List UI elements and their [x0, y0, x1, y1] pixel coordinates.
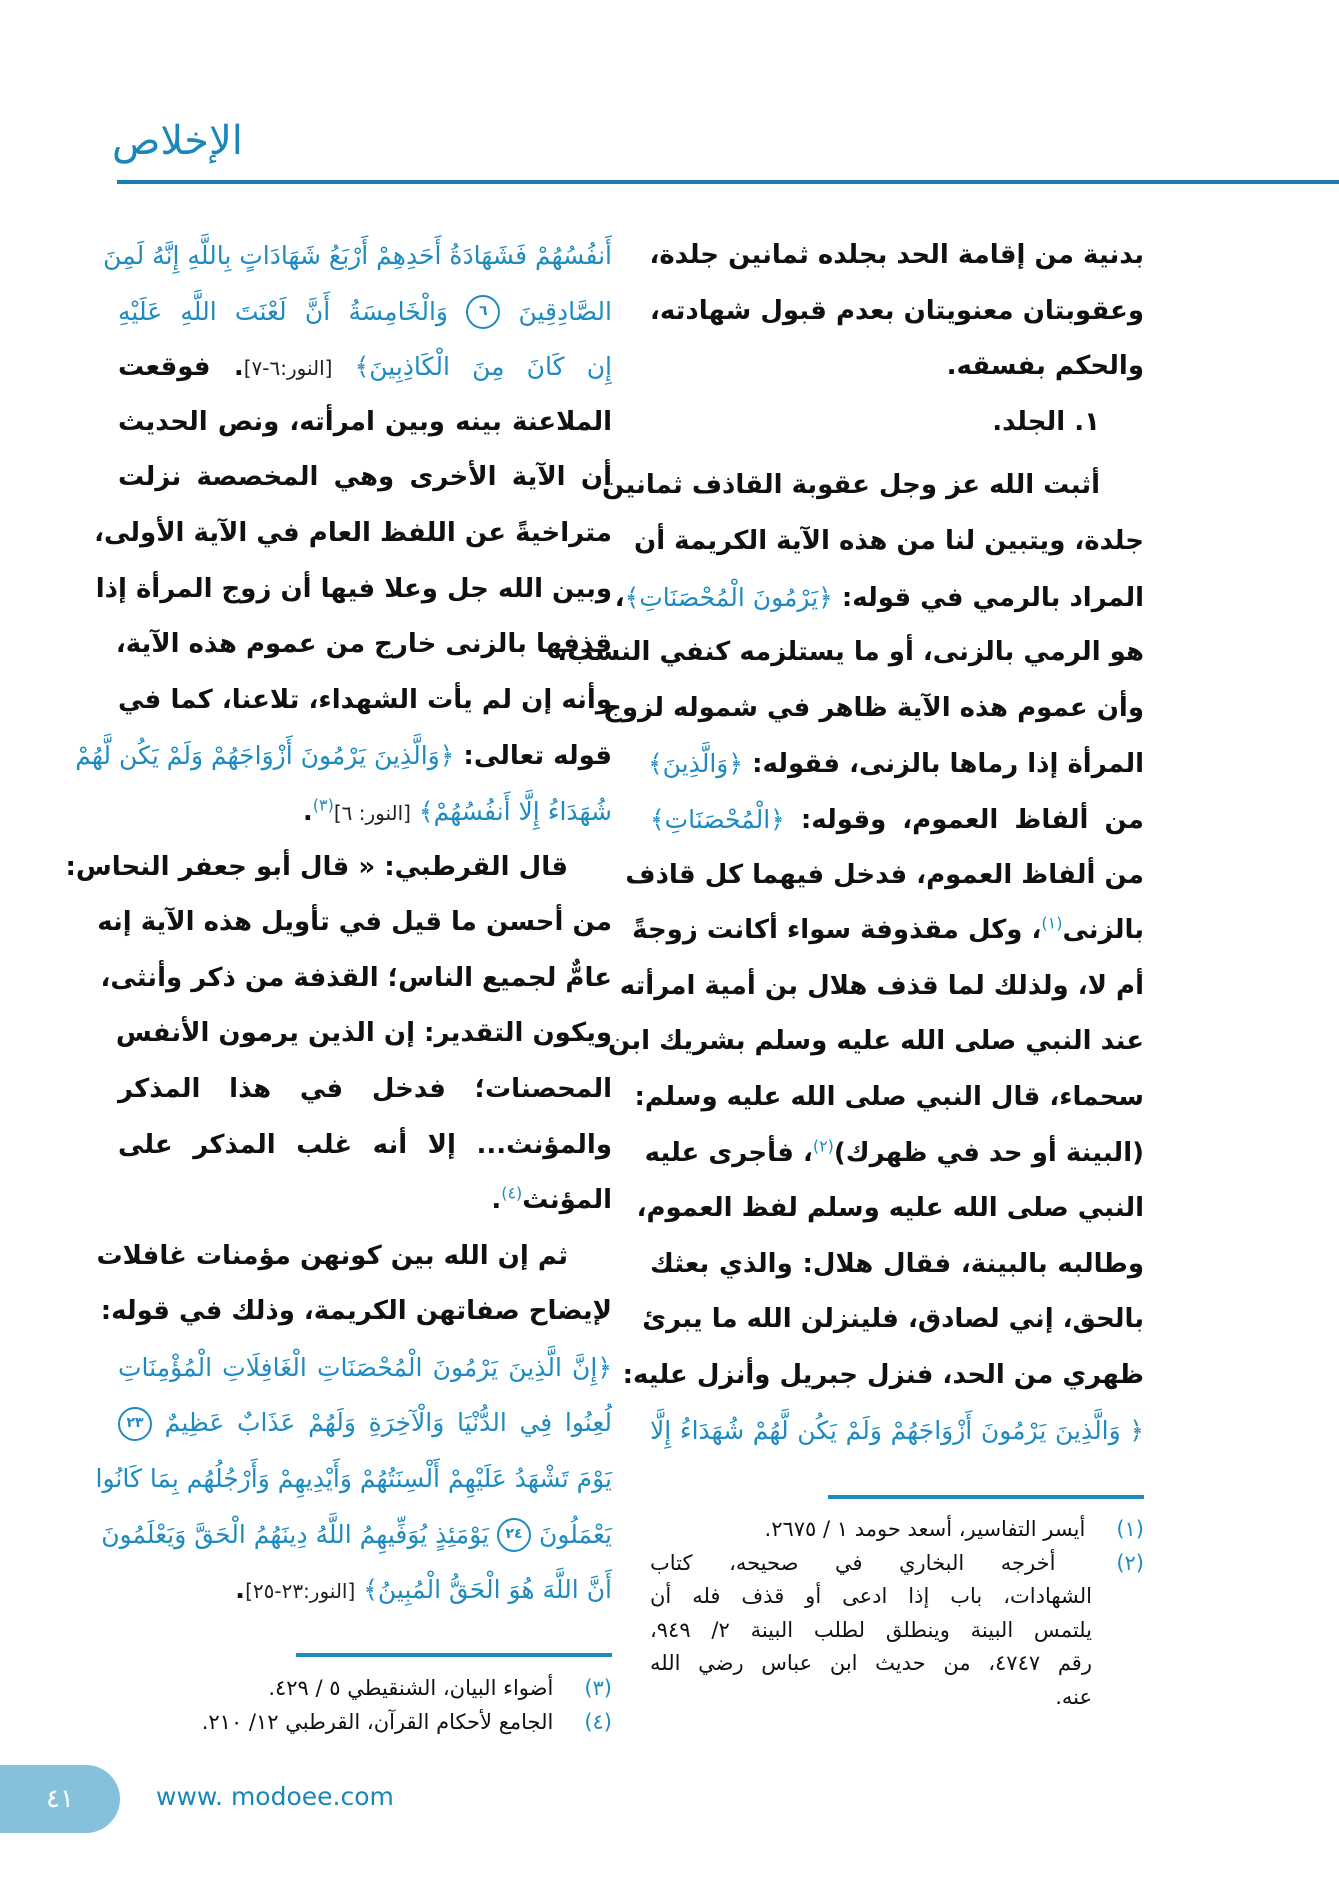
body-text: المرأة إذا رماها بالزنى، فقوله: [743, 749, 1144, 780]
text-line [100, 1284, 612, 1340]
verse-reference: [النور:٦-٧] [243, 356, 333, 381]
text-line [634, 1070, 1144, 1126]
body-text: أم لا، ولذلك لما قذف هلال بن أمية امرأته [619, 970, 1144, 1001]
body-text: ١. الجلد. [992, 406, 1100, 437]
text-line [65, 840, 612, 896]
ayah-number-marker: ٢٤ [497, 1518, 531, 1552]
quran-verse: لُعِنُوا فِي الدُّنْيَا وَالْآخِرَةِ وَلَهُمْ عَذَابٌ عَظِيمٌ [152, 1408, 612, 1438]
text-line [557, 625, 1144, 681]
quran-verse: الصَّادِقِينَ [500, 296, 612, 326]
body-text: وبين الله جل وعلا فيها أن زوج المرأة إذا [95, 573, 612, 604]
quran-verse: ﴿إِنَّ الَّذِينَ يَرْمُونَ الْمُحْصَنَاتِ الْغَافِلَاتِ الْمُؤْمِنَاتِ [118, 1352, 612, 1382]
text-line [118, 1562, 612, 1618]
text-line [97, 895, 612, 951]
body-text: بالحق، إني لصادق، فلينزلن الله ما يبرئ [642, 1304, 1144, 1335]
text-line [115, 1006, 612, 1062]
body-text: من ألفاظ العموم، فدخل فيهما كل قاذف [625, 859, 1144, 890]
text-line [650, 792, 1144, 848]
text-line [118, 1340, 612, 1396]
body-text: بالزنى [1062, 915, 1144, 946]
text-line [650, 395, 1144, 451]
text-line [94, 506, 612, 562]
body-text: . [302, 796, 313, 827]
quran-verse: يَوْمَئِذٍ يُوَفِّيهِمُ اللَّهُ دِينَهُمُ الْحَقَّ وَيَعْلَمُونَ [101, 1519, 498, 1549]
text-line [636, 1181, 1144, 1237]
body-text: من ألفاظ العموم، وقوله: [784, 804, 1144, 835]
body-text: ثم إن الله بين كونهن مؤمنات غافلات [96, 1240, 568, 1271]
text-line [118, 339, 612, 395]
quran-verse: إِن كَانَ مِنَ الْكَاذِبِينَ﴾ [332, 352, 612, 382]
quran-verse: وَالْخَامِسَةُ أَنَّ لَعْنَتَ اللَّهِ عَلَيْهِ [118, 296, 467, 326]
footnote-text: عنه. [1055, 1684, 1092, 1709]
body-text: قال القرطبي: « قال أبو جعفر النحاس: [65, 851, 568, 882]
quran-verse: شُهَدَاءُ إِلَّا أَنفُسُهُمْ﴾ [410, 796, 612, 826]
text-line [642, 1292, 1144, 1348]
text-line [118, 450, 612, 506]
footnote-line [118, 1706, 612, 1740]
text-line [650, 284, 1144, 340]
footnote-text: أخرجه البخاري في صحيحه، كتاب [650, 1550, 1056, 1575]
body-text: وأن عموم هذه الآية ظاهر في شموله لزوج [603, 692, 1144, 723]
quran-verse: يَعْمَلُونَ [531, 1519, 612, 1549]
footnotes-right [650, 1513, 1144, 1714]
text-line [118, 1062, 612, 1118]
footnote-number: (٤) [584, 1709, 612, 1734]
quran-verse: ﴿الْمُحْصَنَاتِ﴾ [650, 804, 785, 834]
body-text: والحكم بفسقه. [946, 351, 1144, 382]
text-line [118, 1173, 612, 1229]
text-line [650, 339, 1144, 395]
verse-reference: [النور:٢٣-٢٥] [245, 1579, 356, 1604]
footnote-line [650, 1580, 1144, 1614]
body-text: متراخيةً عن اللفظ العام في الآية الأولى، [94, 517, 612, 548]
ayah-number-marker: ٦ [466, 295, 500, 329]
body-text: الملاعنة بينه وبين امرأته، ونص الحديث [118, 406, 612, 437]
text-line [96, 1229, 612, 1285]
body-text: أثبت الله عز وجل عقوبة القاذف ثمانين [602, 470, 1100, 501]
text-line [650, 1403, 1144, 1459]
body-text: بدنية من إقامة الحد بجلده ثمانين جلدة، [649, 240, 1144, 270]
text-line [95, 1451, 612, 1507]
page-number: ٤١ [46, 1784, 74, 1814]
text-line [647, 736, 1144, 792]
body-text: النبي صلى الله عليه وسلم لفظ العموم، [636, 1193, 1144, 1224]
text-line [95, 562, 612, 618]
footnote-line [650, 1547, 1144, 1581]
body-text: ، فأجرى عليه [644, 1137, 813, 1168]
footnote-line [650, 1681, 1144, 1715]
footnote-text: أيسر التفاسير، أسعد حومد ١ / ٢٦٧٥. [764, 1517, 1086, 1541]
text-line [118, 784, 612, 840]
text-line [625, 848, 1144, 904]
quran-verse: أَنَّ اللَّهَ هُوَ الْحَقُّ الْمُبِينُ﴾ [355, 1575, 612, 1605]
text-line [118, 1118, 612, 1174]
footnote-number: (٣) [584, 1676, 612, 1700]
chapter-title: الإخلاص [112, 118, 243, 164]
footnote-marker[interactable]: (٣) [312, 795, 334, 815]
body-text: . [235, 1575, 246, 1606]
body-text: لإيضاح صفاتهن الكريمة، وذلك في قوله: [100, 1296, 612, 1327]
text-line [118, 284, 612, 340]
footnote-text: رقم ٤٧٤٧، من حديث ابن عباس رضي الله [650, 1651, 1092, 1675]
footnote-number: (١) [1116, 1517, 1144, 1541]
body-text: قوله تعالى: [454, 741, 612, 772]
header-divider [117, 180, 1339, 184]
body-text: والمؤنث... إلا أنه غلب المذكر على [118, 1129, 612, 1160]
left-column [65, 228, 612, 1618]
text-line [115, 617, 612, 673]
quran-verse: أَنفُسُهُمْ فَشَهَادَةُ أَحَدِهِمْ أَرْبَعُ شَهَادَاتٍ بِاللَّهِ إِنَّهُ لَمِنَ [103, 241, 612, 270]
text-line [608, 1014, 1144, 1070]
body-text: وأنه إن لم يأت الشهداء، تلاعنا، كما في [118, 684, 612, 715]
body-text: قذفها بالزنى خارج من عموم هذه الآية، [115, 629, 612, 660]
text-line [602, 458, 1144, 514]
body-text: وعقوبتان معنويتان بعدم قبول شهادته، [650, 295, 1144, 326]
body-text: المراد بالرمي في قوله: [832, 582, 1144, 613]
text-line [603, 681, 1144, 737]
body-text: عامٌّ لجميع الناس؛ القذفة من ذكر وأنثى، [100, 962, 612, 993]
body-text: المحصنات؛ فدخل في هذا المذكر [118, 1073, 612, 1104]
body-text: وطالبه بالبينة، فقال هلال: والذي بعثك [650, 1248, 1144, 1279]
page-number-badge [0, 1765, 120, 1833]
text-line [118, 395, 612, 451]
footnote-text: الجامع لأحكام القرآن، القرطبي ١٢/ ٢١٠. [201, 1709, 554, 1734]
body-text: عند النبي صلى الله عليه وسلم بشريك ابن [608, 1026, 1144, 1057]
footnote-marker[interactable]: (١) [1041, 913, 1063, 933]
body-text: ظهري من الحد، فنزل جبريل وأنزل عليه: [622, 1359, 1144, 1390]
quran-verse: يَوْمَ تَشْهَدُ عَلَيْهِمْ أَلْسِنَتُهُمْ وَأَيْدِيهِمْ وَأَرْجُلُهُم بِمَا كَانُوا [95, 1464, 612, 1494]
footnote-number: (٢) [1116, 1550, 1144, 1575]
body-text: (البينة أو حد في ظهرك) [833, 1137, 1144, 1168]
body-text: . فوقعت [118, 352, 244, 383]
footnotes-left [118, 1672, 612, 1739]
quran-verse: ﴿ وَالَّذِينَ يَرْمُونَ أَزْوَاجَهُمْ وَلَمْ يَكُن لَّهُمْ شُهَدَاءُ إِلَّا [650, 1416, 1144, 1446]
text-line [622, 1348, 1144, 1404]
body-text: ، [614, 582, 625, 613]
text-line [614, 570, 1144, 626]
body-text: من أحسن ما قيل في تأويل هذه الآية إنه [97, 907, 612, 938]
text-line [101, 1507, 612, 1563]
quran-verse: ﴿يَرْمُونَ الْمُحْصَنَاتِ﴾ [624, 582, 833, 612]
footnote-line [650, 1614, 1144, 1648]
quran-verse: ﴿وَالَّذِينَ يَرْمُونَ أَزْوَاجَهُمْ وَلَمْ يَكُن لَّهُمْ [75, 741, 455, 771]
body-text: المؤنث [522, 1185, 612, 1216]
text-line [644, 1126, 1144, 1182]
body-text: سحماء، قال النبي صلى الله عليه وسلم: [634, 1081, 1144, 1112]
text-line [118, 673, 612, 729]
footnote-marker[interactable]: (٢) [812, 1135, 834, 1155]
body-text: جلدة، ويتبين لنا من هذه الآية الكريمة أن [634, 525, 1144, 556]
ayah-number-marker: ٢٣ [118, 1407, 152, 1441]
body-text: أن الآية الأخرى وهي المخصصة نزلت [118, 462, 612, 493]
verse-reference: [النور: ٦] [333, 800, 411, 825]
text-line [619, 959, 1144, 1015]
text-line [650, 1237, 1144, 1293]
quran-verse: ﴿وَالَّذِينَ﴾ [647, 749, 744, 779]
footnote-divider-left [296, 1653, 612, 1657]
footnote-text: يلتمس البينة وينطلق لطلب البينة ٢/ ٩٤٩، [650, 1617, 1092, 1642]
text-line [634, 514, 1144, 570]
footnote-marker[interactable]: (٤) [501, 1183, 523, 1203]
body-text: ويكون التقدير: إن الذين يرمون الأنفس [115, 1018, 612, 1049]
text-line [650, 228, 1144, 284]
footnote-divider-right [828, 1495, 1144, 1499]
text-line [75, 728, 612, 784]
text-line [100, 951, 612, 1007]
text-line [632, 903, 1144, 959]
footnote-line [650, 1647, 1144, 1681]
body-text: هو الرمي بالزنى، أو ما يستلزمه كنفي النسب، [557, 637, 1144, 668]
text-line [103, 228, 612, 284]
footnote-line [118, 1672, 612, 1706]
body-text: ، وكل مقذوفة سواء أكانت زوجةً [632, 915, 1042, 946]
body-text: . [491, 1185, 502, 1216]
text-line [118, 1395, 612, 1451]
website-link[interactable]: www. modoee.com [156, 1782, 394, 1811]
footnote-text: الشهادات، باب إذا ادعى أو قذف فله أن [650, 1584, 1092, 1608]
footnote-text: أضواء البيان، الشنقيطي ٥ / ٤٢٩. [268, 1676, 554, 1700]
footnote-line [650, 1513, 1144, 1547]
